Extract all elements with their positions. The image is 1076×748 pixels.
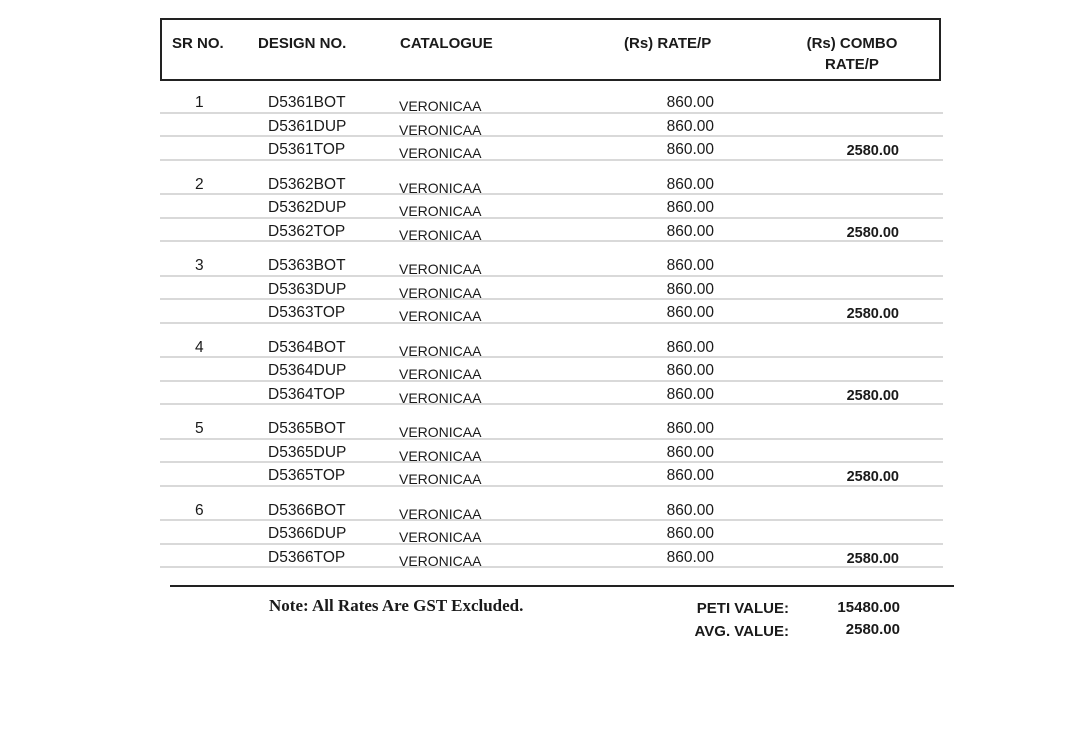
catalogue-cell: VERONICAA xyxy=(399,424,482,440)
design-cell: D5363TOP xyxy=(268,304,346,321)
design-cell: D5365BOT xyxy=(268,420,346,437)
table-row xyxy=(160,521,943,545)
sr-cell: 1 xyxy=(195,94,204,111)
catalogue-cell: VERONICAA xyxy=(399,284,482,301)
avg-value: 2580.00 xyxy=(845,621,900,638)
catalogue-cell: VERONICAA xyxy=(399,342,482,359)
rate-cell: 860.00 xyxy=(666,548,714,566)
catalogue-cell: VERONICAA xyxy=(399,447,482,464)
combo-rate-cell: 2580.00 xyxy=(846,143,899,159)
design-cell: D5365DUP xyxy=(268,443,347,461)
catalogue-cell: VERONICAA xyxy=(399,98,482,114)
catalogue-cell: VERONICAA xyxy=(399,308,482,324)
table-row xyxy=(160,335,943,359)
sr-cell: 3 xyxy=(195,257,204,274)
table-row xyxy=(160,440,943,464)
table-row xyxy=(160,277,943,301)
design-cell: D5366DUP xyxy=(268,525,347,542)
catalogue-cell: VERONICAA xyxy=(399,179,482,196)
design-cell: D5361TOP xyxy=(268,141,346,158)
rate-cell: 860.00 xyxy=(666,222,714,240)
sr-cell: 6 xyxy=(195,501,204,519)
catalogue-cell: VERONICAA xyxy=(399,366,482,382)
gst-note: Note: All Rates Are GST Excluded. xyxy=(269,596,524,615)
table-row xyxy=(160,253,943,277)
rate-cell: 860.00 xyxy=(666,338,714,356)
design-cell: D5366TOP xyxy=(268,548,346,566)
design-cell: D5366BOT xyxy=(268,501,346,519)
row-group xyxy=(160,498,943,569)
row-group xyxy=(160,90,943,161)
rate-cell: 860.00 xyxy=(666,501,714,519)
catalogue-cell: VERONICAA xyxy=(399,121,482,138)
combo-rate-cell: 2580.00 xyxy=(846,306,899,322)
sr-cell: 2 xyxy=(195,175,204,193)
header-sr-no: SR NO. xyxy=(172,35,224,52)
combo-rate-cell: 2580.00 xyxy=(846,469,899,485)
rate-cell: 860.00 xyxy=(666,94,714,111)
catalogue-cell: VERONICAA xyxy=(399,505,482,522)
rate-cell: 860.00 xyxy=(666,385,714,403)
avg-value-label: AVG. VALUE: xyxy=(694,623,789,640)
rate-cell: 860.00 xyxy=(666,467,714,484)
rate-cell: 860.00 xyxy=(666,117,714,135)
row-group xyxy=(160,335,943,406)
row-group xyxy=(160,172,943,243)
peti-value: 15480.00 xyxy=(837,599,900,616)
combo-rate-cell: 2580.00 xyxy=(846,224,899,241)
table-row xyxy=(160,358,943,382)
header-design-no: DESIGN NO. xyxy=(258,35,347,52)
peti-value-label: PETI VALUE: xyxy=(696,600,789,617)
design-cell: D5365TOP xyxy=(268,467,346,484)
sr-cell: 5 xyxy=(195,420,204,437)
table-row xyxy=(160,172,943,196)
rate-cell: 860.00 xyxy=(666,199,714,216)
rate-cell: 860.00 xyxy=(666,257,714,274)
combo-rate-cell: 2580.00 xyxy=(846,387,899,404)
design-cell: D5361BOT xyxy=(268,94,346,111)
table-row xyxy=(160,416,943,440)
table-row xyxy=(160,545,943,569)
design-cell: D5362BOT xyxy=(268,175,346,193)
table-row xyxy=(160,382,943,406)
rate-cell: 860.00 xyxy=(666,443,714,461)
rate-cell: 860.00 xyxy=(666,525,714,542)
row-group xyxy=(160,253,943,324)
table-row xyxy=(160,90,943,114)
header-catalogue: CATALOGUE xyxy=(400,35,493,52)
catalogue-cell: VERONICAA xyxy=(399,389,482,406)
rate-cell: 860.00 xyxy=(666,175,714,193)
catalogue-cell: VERONICAA xyxy=(399,552,482,569)
rate-cell: 860.00 xyxy=(666,420,714,437)
table-row xyxy=(160,463,943,487)
table-row xyxy=(160,195,943,219)
catalogue-cell: VERONICAA xyxy=(399,529,482,545)
sr-cell: 4 xyxy=(195,338,204,356)
header-combo-line1: (Rs) COMBO xyxy=(806,35,898,52)
header-combo-rate xyxy=(782,33,922,75)
total-divider xyxy=(170,585,954,587)
rate-cell: 860.00 xyxy=(666,280,714,298)
table-row xyxy=(160,114,943,138)
catalogue-cell: VERONICAA xyxy=(399,226,482,243)
catalogue-cell: VERONICAA xyxy=(399,145,482,161)
header-rate: (Rs) RATE/P xyxy=(624,35,712,52)
design-cell: D5362TOP xyxy=(268,222,346,240)
catalogue-cell: VERONICAA xyxy=(399,203,482,219)
design-cell: D5361DUP xyxy=(268,117,347,135)
table-header xyxy=(160,18,941,81)
catalogue-cell: VERONICAA xyxy=(399,261,482,277)
table-row xyxy=(160,137,943,161)
rate-cell: 860.00 xyxy=(666,362,714,379)
design-cell: D5363BOT xyxy=(268,257,346,274)
rate-cell: 860.00 xyxy=(666,304,714,321)
header-combo-line2: RATE/P xyxy=(825,56,879,73)
table-row xyxy=(160,219,943,243)
row-group xyxy=(160,416,943,487)
table-row xyxy=(160,300,943,324)
catalogue-cell: VERONICAA xyxy=(399,471,482,487)
table-body xyxy=(160,90,943,579)
design-cell: D5364DUP xyxy=(268,362,347,379)
combo-rate-cell: 2580.00 xyxy=(846,550,899,567)
table-row xyxy=(160,498,943,522)
design-cell: D5362DUP xyxy=(268,199,347,216)
rate-cell: 860.00 xyxy=(666,141,714,158)
design-cell: D5364TOP xyxy=(268,385,346,403)
design-cell: D5363DUP xyxy=(268,280,347,298)
design-cell: D5364BOT xyxy=(268,338,346,356)
